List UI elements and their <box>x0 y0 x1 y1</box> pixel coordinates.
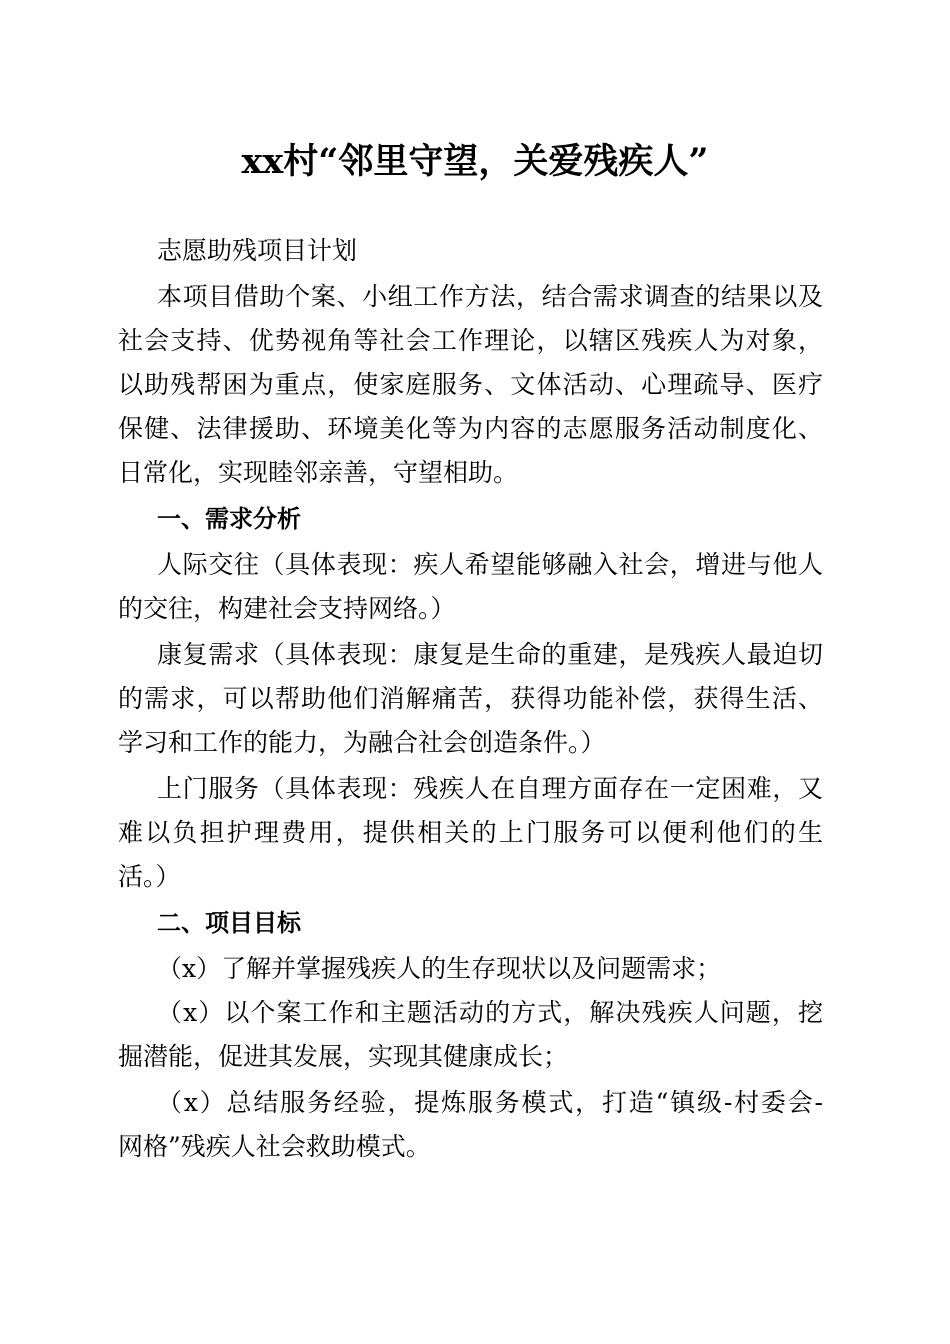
intro-line: 社会支持、优势视角等社会工作理论，以辖区残疾人为对象， <box>118 326 823 355</box>
needs-item-rehab: 的需求，可以帮助他们消解痛苦，获得功能补偿，获得生活、 <box>118 684 823 713</box>
document-subtitle: 志愿助残项目计划 <box>157 236 358 265</box>
needs-item-rehab: 康复需求（具体表现：康复是生命的重建，是残疾人最迫切 <box>157 640 823 669</box>
intro-line: 日常化，实现睦邻亲善，守望相助。 <box>118 458 519 487</box>
needs-item-rehab: 学习和工作的能力，为融合社会创造条件。） <box>118 728 606 757</box>
document-title: xx村“邻里守望，关爱残疾人” <box>241 141 709 182</box>
goal-item: （x）总结服务经验，提炼服务模式，打造“镇级-村委会- <box>157 1088 823 1117</box>
goal-item: （x）了解并掌握残疾人的生存现状以及问题需求； <box>157 954 722 983</box>
section-heading-goals: 二、项目目标 <box>157 909 301 937</box>
needs-item-home-service: 难以负担护理费用，提供相关的上门服务可以便利他们的生 <box>118 818 823 847</box>
section-heading-needs: 一、需求分析 <box>157 505 301 533</box>
goal-item: 网格”残疾人社会救助模式。 <box>118 1132 431 1161</box>
needs-item-social: 人际交往（具体表现：疾人希望能够融入社会，增进与他人 <box>157 550 823 579</box>
needs-item-social: 的交往，构建社会支持网络。） <box>118 594 456 623</box>
intro-line: 保健、法律援助、环境美化等为内容的志愿服务活动制度化、 <box>118 414 823 443</box>
goal-item: 掘潜能，促进其发展，实现其健康成长； <box>118 1042 569 1071</box>
goal-item: （x）以个案工作和主题活动的方式，解决残疾人问题，挖 <box>157 998 823 1027</box>
intro-line: 本项目借助个案、小组工作方法，结合需求调查的结果以及 <box>157 282 823 311</box>
needs-item-home-service: 活。） <box>118 862 181 891</box>
needs-item-home-service: 上门服务（具体表现：残疾人在自理方面存在一定困难，又 <box>157 774 823 803</box>
intro-line: 以助残帮困为重点，使家庭服务、文体活动、心理疏导、医疗 <box>118 370 823 399</box>
